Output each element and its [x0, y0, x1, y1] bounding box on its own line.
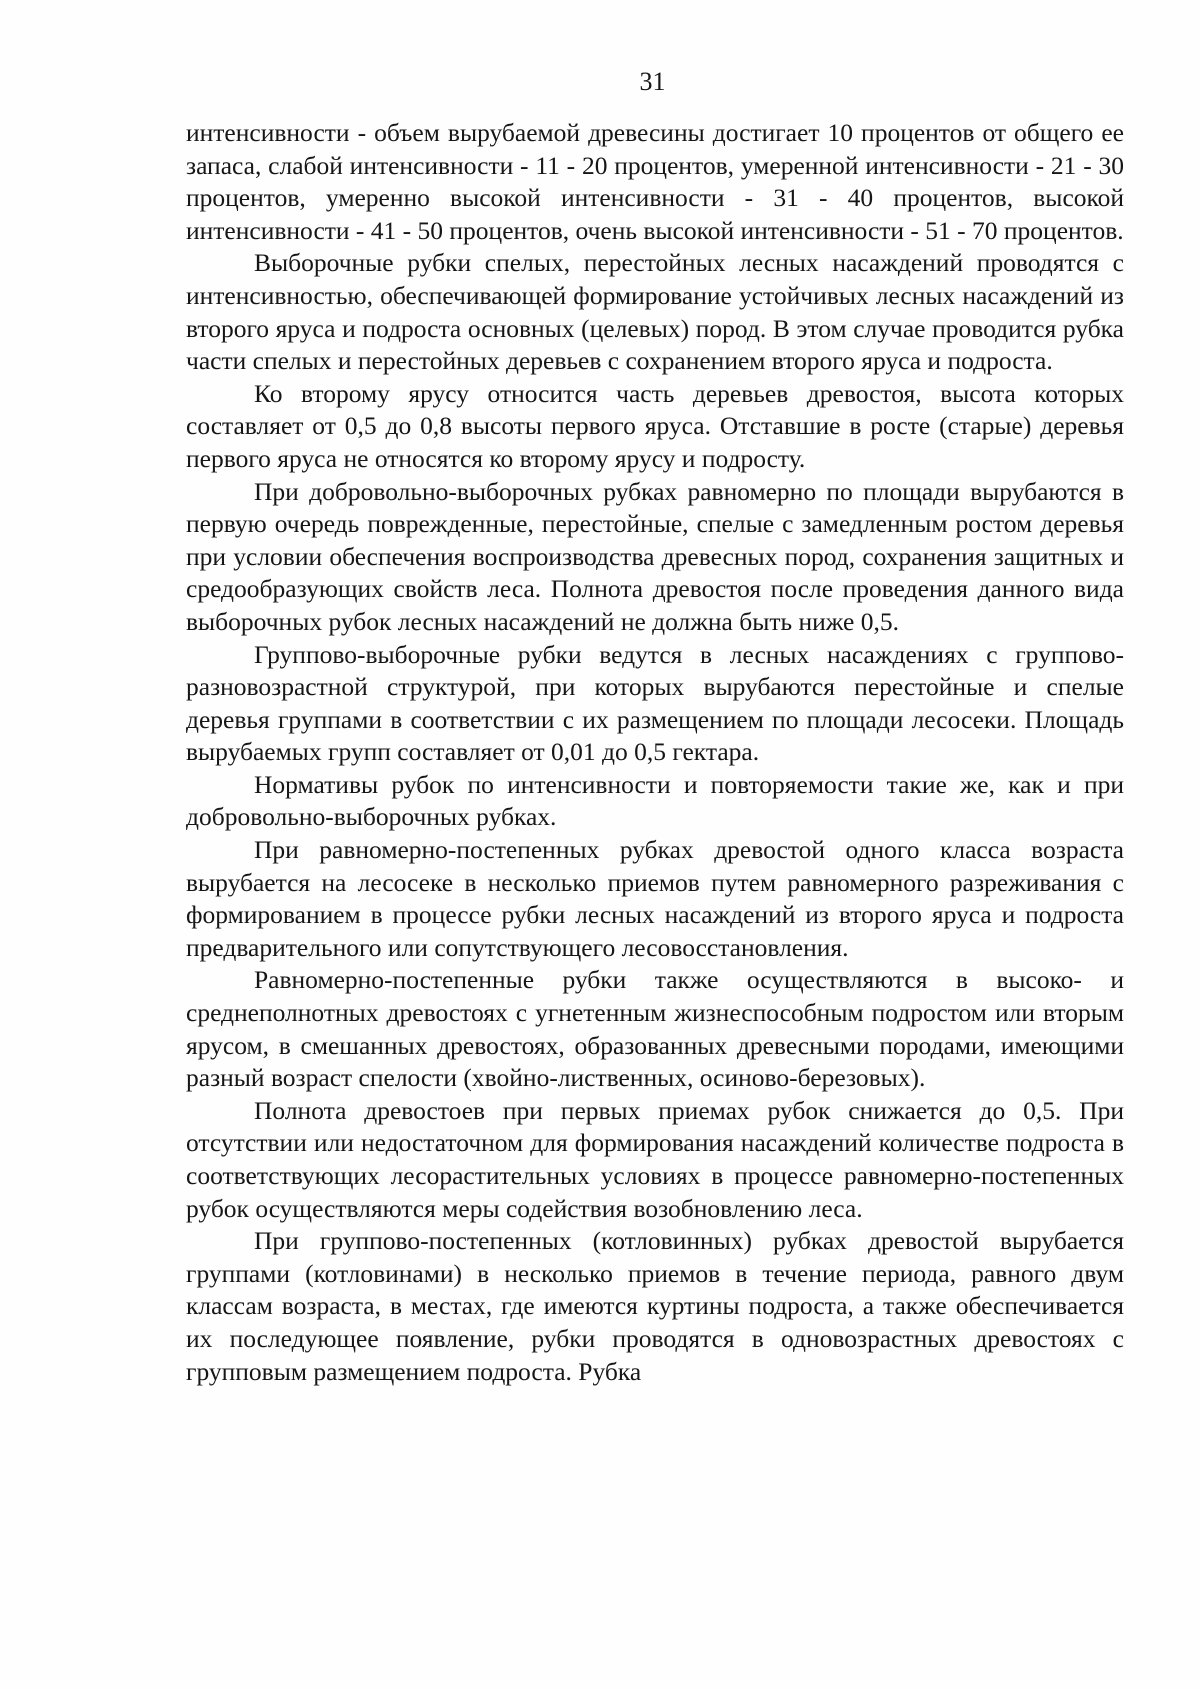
paragraph-uniform-gradual: При равномерно-постепенных рубках древостой одного класса возраста вырубается на лесосеке в несколько приемов путем равномерного разреживания с формированием в процессе рубки лесных насаждений из второго яруса и подроста предварительного или сопутствующего лесовосстановления.: [186, 835, 1124, 962]
paragraph-intensity-levels: интенсивности - объем вырубаемой древесины достигает 10 процентов от общего ее запаса, слабой интенсивности - 11 - 20 процентов, умеренной интенсивности - 21 - 30 процентов, умеренно высокой интенсивности - 31 - 40 процентов, высокой интенсивности - 41 - 50 процентов, очень высокой интенсивности - 51 - 70 процентов.: [186, 118, 1124, 245]
paragraph-group-selective: Группово-выборочные рубки ведутся в лесных насаждениях с группово-разновозрастной структурой, при которых вырубаются перестойные и спелые деревья группами в соответствии с их размещением по площади лесосеки. Площадь вырубаемых групп составляет от 0,01 до 0,5 гектара.: [186, 639, 1124, 767]
paragraph-group-gradual: При группово-постепенных (котловинных) рубках древостой вырубается группами (котловинами) в несколько приемов в течение периода, равного двум классам возраста, в местах, где имеются куртины подроста, а также обеспечивается их последующее появление, рубки проводятся в одновозрастных древостоях с групповым размещением подроста. Рубка: [186, 1226, 1124, 1386]
paragraph-felling-norms: Нормативы рубок по интенсивности и повторяемости такие же, как и при добровольно-выборочных рубках.: [186, 769, 1124, 832]
paragraph-voluntary-selective: При добровольно-выборочных рубках равномерно по площади вырубаются в первую очередь поврежденные, перестойные, спелые с замедленным ростом деревья при условии обеспечения воспроизводства древесных пород, сохранения защитных и средообразующих свойств леса. Полнота древостоя после проведения данного вида выборочных рубок лесных насаждений не должна быть ниже 0,5.: [186, 476, 1124, 636]
paragraph-stand-density: Полнота древостоев при первых приемах рубок снижается до 0,5. При отсутствии или недостаточном для формирования насаждений количестве подроста в соответствующих лесорастительных условиях в процессе равномерно-постепенных рубок осуществляются меры содействия возобновлению леса.: [186, 1095, 1124, 1223]
paragraph-second-tier-definition: Ко второму ярусу относится часть деревьев древостоя, высота которых составляет от 0,5 до 0,8 высоты первого яруса. Отставшие в росте (старые) деревья первого яруса не относятся ко второму ярусу и подросту.: [186, 378, 1124, 473]
paragraph-selective-felling-mature: Выборочные рубки спелых, перестойных лесных насаждений проводятся с интенсивностью, обеспечивающей формирование устойчивых лесных насаждений из второго яруса и подроста основных (целевых) пород. В этом случае проводится рубка части спелых и перестойных деревьев с сохранением второго яруса и подроста.: [186, 248, 1124, 376]
document-body: [186, 117, 1124, 1388]
page-number: 31: [639, 67, 666, 96]
paragraph-uniform-gradual-stands: Равномерно-постепенные рубки также осуществляются в высоко- и среднеполнотных древостоях с угнетенным жизнеспособным подростом или вторым ярусом, в смешанных древостоях, образованных древесными породами, имеющими разный возраст спелости (хвойно-лиственных, осиново-березовых).: [186, 965, 1124, 1093]
